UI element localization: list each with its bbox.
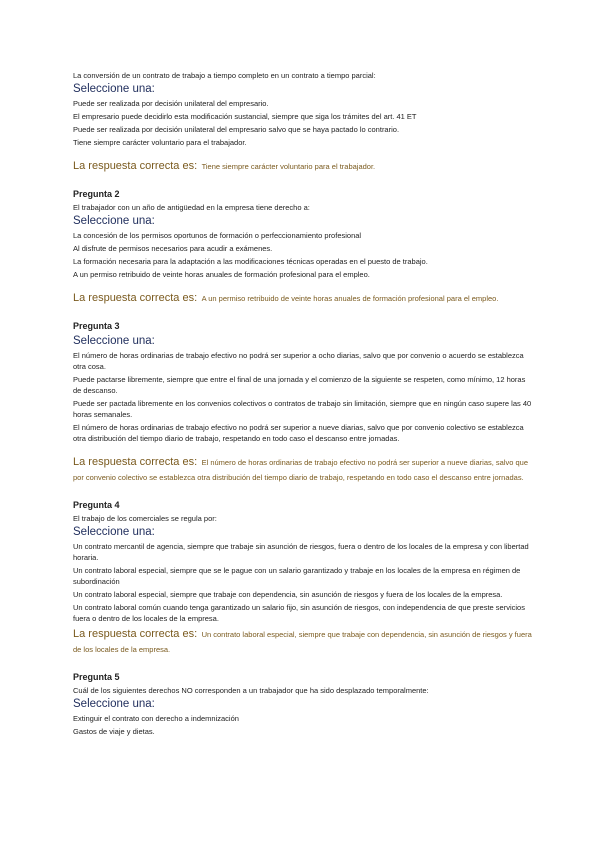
answer-option[interactable]: El empresario puede decidirlo esta modificación sustancial, siempre que siga los trámites del art. 41 ET xyxy=(73,112,417,121)
answer-option[interactable]: La concesión de los permisos oportunos de formación o perfeccionamiento profesional xyxy=(73,231,362,240)
question-block xyxy=(73,672,533,737)
answer-option[interactable]: Puede ser realizada por decisión unilateral del empresario. xyxy=(73,99,269,108)
correct-answer-label: La respuesta correcta es: xyxy=(73,160,198,172)
answer-option[interactable]: Puede ser pactada libremente en los convenios colectivos o contratos de trabajo sin limitación, siempre que en ningún caso supere las 40 horas semanales. xyxy=(73,399,532,419)
answer-option[interactable]: Gastos de viaje y dietas. xyxy=(73,727,155,736)
answer-option[interactable]: Tiene siempre carácter voluntario para el trabajador. xyxy=(73,138,247,147)
question-text: La conversión de un contrato de trabajo a tiempo completo en un contrato a tiempo parcial: xyxy=(73,71,376,80)
select-prompt: Seleccione una: xyxy=(73,83,155,95)
question-text: Cuál de los siguientes derechos NO corresponden a un trabajador que ha sido desplazado temporalmente: xyxy=(73,686,429,695)
answer-option[interactable]: A un permiso retribuido de veinte horas anuales de formación profesional para el empleo. xyxy=(73,270,370,279)
correct-answer-text: Un contrato laboral especial, siempre que trabaje con dependencia, sin asunción de riesgos y fuera de los locales de la empresa. xyxy=(73,630,532,654)
correct-answer-label: La respuesta correcta es: xyxy=(73,628,198,640)
question-block xyxy=(73,189,533,305)
question-block xyxy=(73,500,533,656)
correct-answer-text: Tiene siempre carácter voluntario para el trabajador. xyxy=(201,162,376,171)
correct-answer xyxy=(73,290,533,305)
correct-answer-text: El número de horas ordinarias de trabajo efectivo no podrá ser superior a nueve diarias, salvo que por convenio colectivo se establezca otra distribución del tiempo diario de trabajo, respetando en todo caso el descanso entre jornadas. xyxy=(73,458,529,482)
answer-option[interactable]: Un contrato laboral común cuando tenga garantizado un salario fijo, sin asunción de riesgos, con independencia de que preste servicios fuera o dentro de los locales de la empresa. xyxy=(73,603,525,623)
select-prompt: Seleccione una: xyxy=(73,335,155,347)
select-prompt: Seleccione una: xyxy=(73,526,155,538)
question-title: Pregunta 2 xyxy=(73,189,120,199)
question-title: Pregunta 5 xyxy=(73,672,120,682)
correct-answer xyxy=(73,626,533,656)
correct-answer-label: La respuesta correcta es: xyxy=(73,292,198,304)
answer-option[interactable]: Un contrato mercantil de agencia, siempre que trabaje sin asunción de riesgos, fuera o dentro de los locales de la empresa y con libertad horaria. xyxy=(73,542,529,562)
answer-option[interactable]: La formación necesaria para la adaptación a las modificaciones técnicas operadas en el puesto de trabajo. xyxy=(73,257,428,266)
answer-option[interactable]: Un contrato laboral especial, siempre que se le pague con un salario garantizado y trabaje en los locales de la empresa en régimen de subordinación xyxy=(73,566,521,586)
question-title: Pregunta 3 xyxy=(73,321,120,331)
answer-option[interactable]: Un contrato laboral especial, siempre que trabaje con dependencia, sin asunción de riesgos y fuera de los locales de la empresa. xyxy=(73,590,503,599)
question-text: El trabajo de los comerciales se regula por: xyxy=(73,514,217,523)
correct-answer xyxy=(73,454,533,484)
quiz-review xyxy=(73,70,533,753)
question-text: El trabajador con un año de antigüedad en la empresa tiene derecho a: xyxy=(73,203,310,212)
answer-option[interactable]: Puede pactarse libremente, siempre que entre el final de una jornada y el comienzo de la siguiente se respeten, como mínimo, 12 horas de descanso. xyxy=(73,375,526,395)
answer-option[interactable]: El número de horas ordinarias de trabajo efectivo no podrá ser superior a ocho diarias, salvo que por convenio o acuerdo se establezca otra cosa. xyxy=(73,351,524,371)
select-prompt: Seleccione una: xyxy=(73,698,155,710)
correct-answer xyxy=(73,158,533,173)
answer-option[interactable]: Puede ser realizada por decisión unilateral del empresario salvo que se haya pactado lo contrario. xyxy=(73,125,400,134)
select-prompt: Seleccione una: xyxy=(73,215,155,227)
question-block xyxy=(73,321,533,484)
correct-answer-text: A un permiso retribuido de veinte horas anuales de formación profesional para el empleo. xyxy=(201,294,499,303)
question-block xyxy=(73,70,533,173)
answer-option[interactable]: Al disfrute de permisos necesarios para acudir a exámenes. xyxy=(73,244,273,253)
answer-option[interactable]: El número de horas ordinarias de trabajo efectivo no podrá ser superior a nueve diarias, salvo que por convenio colectivo se establezca otra distribución del tiempo diario de trabajo, respetando en todo caso el descanso entre jornadas. xyxy=(73,423,524,443)
correct-answer-label: La respuesta correcta es: xyxy=(73,456,198,468)
question-title: Pregunta 4 xyxy=(73,500,120,510)
answer-option[interactable]: Extinguir el contrato con derecho a indemnización xyxy=(73,714,239,723)
